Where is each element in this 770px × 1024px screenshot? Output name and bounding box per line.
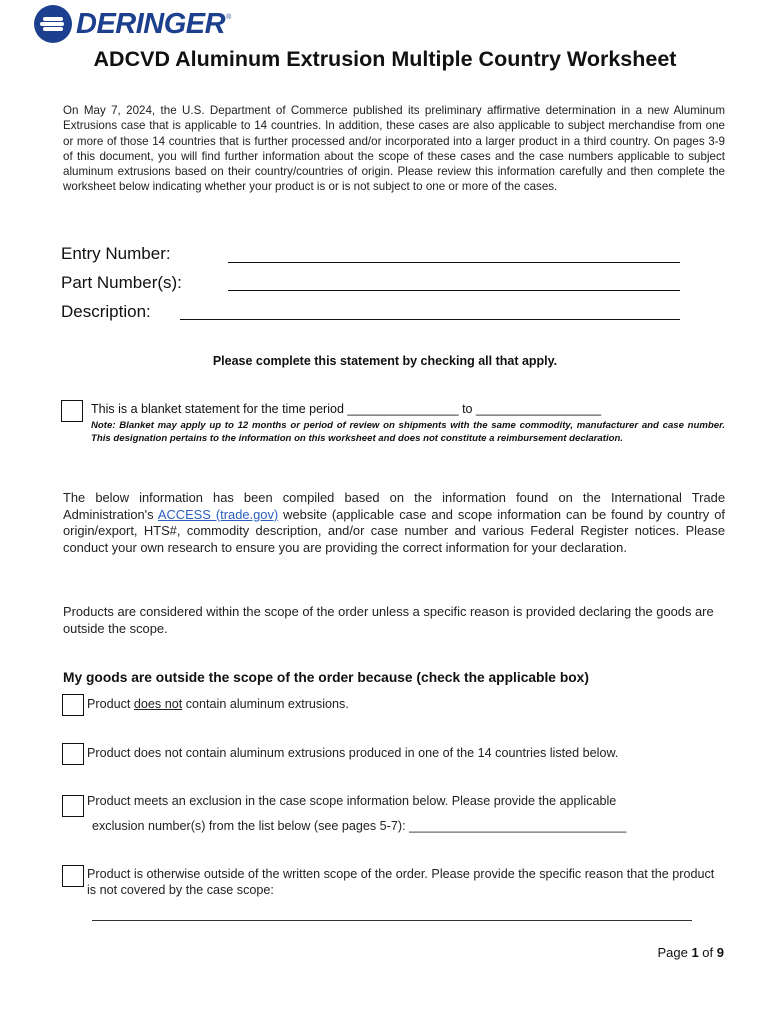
option-exclusion-text: Product meets an exclusion in the case scope information below. Please provide the applicable bbox=[87, 794, 617, 808]
option-not-from-14-countries-checkbox[interactable] bbox=[62, 743, 84, 765]
option-outside-scope-text: Product is otherwise outside of the written scope of the order. Please provide the specific reason that the product is not covered by the case scope: bbox=[87, 867, 715, 897]
scope-note-paragraph: Products are considered within the scope of the order unless a specific reason is provided declaring the goods are outside the scope. bbox=[63, 604, 714, 636]
part-numbers-label: Part Number(s): bbox=[61, 273, 182, 292]
compiled-info-paragraph bbox=[63, 490, 725, 556]
option-not-from-14-countries-text: Product does not contain aluminum extrusions produced in one of the 14 countries listed below. bbox=[87, 746, 619, 760]
brand-name: DERINGER bbox=[76, 7, 226, 40]
access-trade-gov-link[interactable]: ACCESS (trade.gov) bbox=[157, 506, 279, 522]
entry-number-label: Entry Number: bbox=[61, 244, 171, 263]
entry-number-field[interactable] bbox=[228, 262, 680, 263]
part-numbers-field[interactable] bbox=[228, 290, 680, 291]
deringer-logo bbox=[34, 4, 264, 44]
deringer-logo-icon bbox=[34, 5, 72, 43]
blanket-statement-text: This is a blanket statement for the time period ________________ to __________________ bbox=[91, 402, 602, 416]
intro-paragraph: On May 7, 2024, the U.S. Department of Commerce published its preliminary affirmative determination in a new Aluminum Extrusions case that is applicable to 14 countries. In addition, these cases are also applicable to subject merchandise from one or more of those 14 countries that is further processed and/or incorporated into a larger product in a third country. On pages 3-9 of this document, you will find further information about the scope of these cases and the case numbers applicable to subject aluminum extrusions based on their country/countries of origin. Please review this information carefully and then complete the worksheet below indicating whether your product is or is not subject to one or more of the cases. bbox=[63, 104, 725, 194]
registered-mark: ® bbox=[226, 14, 232, 21]
option-no-aluminum-text: Product does not contain aluminum extrusions. bbox=[87, 697, 349, 711]
blanket-note: Note: Blanket may apply up to 12 months or period of review on shipments with the same commodity, manufacturer and case number. This designation pertains to the information on this worksheet and does not constitute a reimbursement declaration. bbox=[91, 420, 725, 444]
page-title: ADCVD Aluminum Extrusion Multiple Country Worksheet bbox=[93, 47, 677, 71]
specific-reason-field[interactable] bbox=[92, 920, 692, 921]
reason-heading: My goods are outside the scope of the order because (check the applicable box) bbox=[63, 670, 589, 685]
compiled-text-after: website (applicable case and scope information can be found by country of origin/export, HTS#, commodity description, and/or case number and various Federal Register notices. Please conduct your own research to ensure you are providing the correct information for your declaration. bbox=[63, 506, 725, 555]
blanket-statement-checkbox[interactable] bbox=[61, 400, 83, 422]
description-label: Description: bbox=[61, 302, 151, 321]
compiled-text-before: The below information has been compiled based on the information found on the International Trade Administration's bbox=[63, 490, 725, 522]
description-field[interactable] bbox=[180, 319, 680, 320]
option-exclusion-checkbox[interactable] bbox=[62, 795, 84, 817]
page-number: Page 1 of 9 bbox=[657, 945, 724, 960]
option-no-aluminum-checkbox[interactable] bbox=[62, 694, 84, 716]
instruction-text: Please complete this statement by checking all that apply. bbox=[212, 354, 558, 368]
option-outside-scope-checkbox[interactable] bbox=[62, 865, 84, 887]
exclusion-numbers-field[interactable]: exclusion number(s) from the list below (see pages 5-7): _______________________________ bbox=[92, 819, 627, 833]
